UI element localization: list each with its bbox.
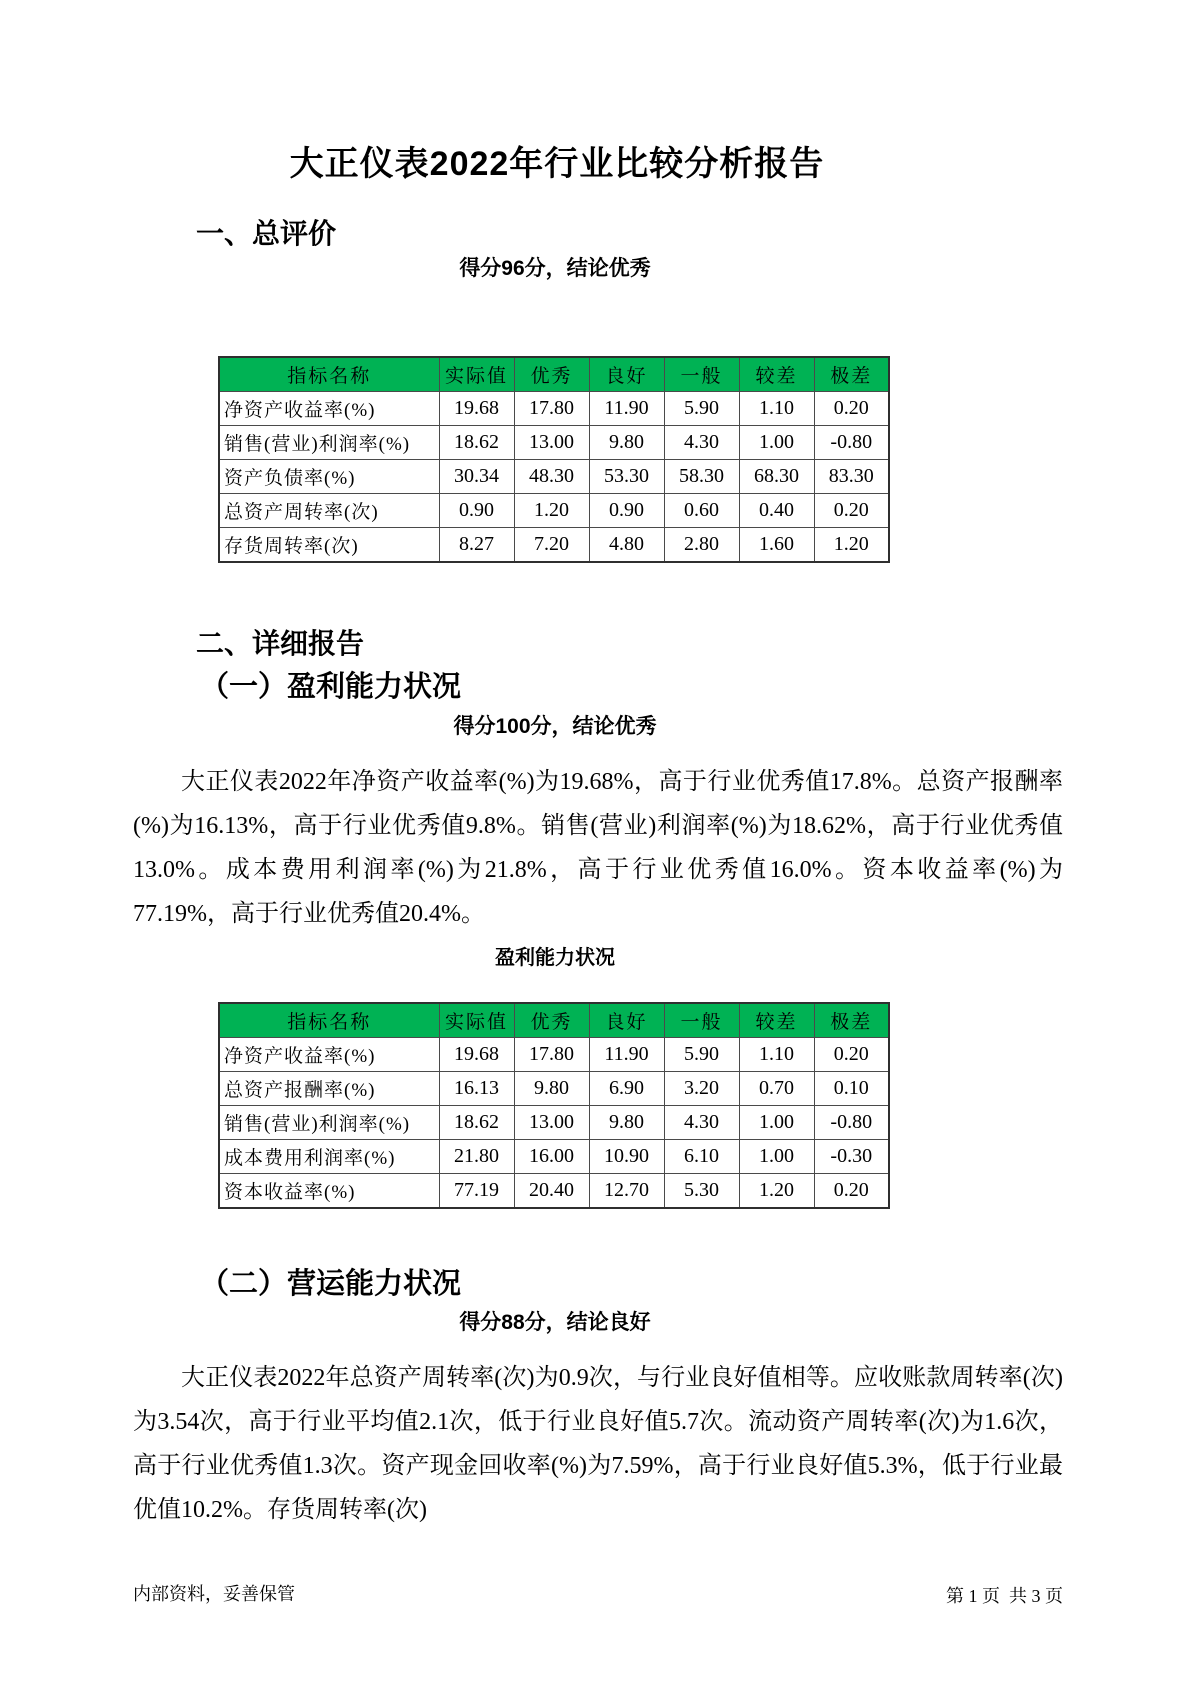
table-row: [219, 1072, 889, 1106]
table-row: [219, 392, 889, 426]
table-cell: 0.20: [814, 392, 889, 426]
table-cell: 19.68: [439, 1038, 514, 1072]
column-header: 极差: [814, 1003, 889, 1038]
table-cell: 1.60: [739, 528, 814, 563]
profitability-paragraph: 大正仪表2022年净资产收益率(%)为19.68%，高于行业优秀值17.8%。总资产报酬率(%)为16.13%，高于行业优秀值9.8%。销售(营业)利润率(%)为18.62%，高于行业优秀值13.0%。成本费用利润率(%)为21.8%，高于行业优秀值16.0%。资本收益率(%)为77.19%，高于行业优秀值20.4%。: [133, 769, 1063, 927]
table-cell: 5.90: [664, 1038, 739, 1072]
overall-evaluation-table: [218, 356, 890, 563]
section-profitability-score: 得分100分，结论优秀: [453, 715, 657, 738]
profitability-table: [218, 1002, 890, 1209]
table-cell: 17.80: [514, 1038, 589, 1072]
column-header: 指标名称: [219, 1003, 439, 1038]
table-row: [219, 460, 889, 494]
table-cell: 0.60: [664, 494, 739, 528]
column-header: 一般: [664, 357, 739, 392]
page-title: 大正仪表2022年行业比较分析报告: [289, 145, 825, 183]
table-cell: 3.20: [664, 1072, 739, 1106]
column-header: 较差: [739, 1003, 814, 1038]
table-cell: 1.20: [814, 528, 889, 563]
table-cell: 13.00: [514, 426, 589, 460]
table-cell: 9.80: [514, 1072, 589, 1106]
table-row: [219, 1140, 889, 1174]
table-cell: 53.30: [589, 460, 664, 494]
table-cell: -0.80: [814, 1106, 889, 1140]
table-cell: 16.00: [514, 1140, 589, 1174]
column-header: 实际值: [439, 1003, 514, 1038]
table-cell: 0.90: [589, 494, 664, 528]
table-cell: 1.00: [739, 1140, 814, 1174]
row-label: 净资产收益率(%): [219, 1038, 439, 1072]
table-cell: 9.80: [589, 426, 664, 460]
table-cell: 58.30: [664, 460, 739, 494]
table-cell: 11.90: [589, 392, 664, 426]
table-cell: 0.90: [439, 494, 514, 528]
row-label: 成本费用利润率(%): [219, 1140, 439, 1174]
section-operating-heading: （二）营运能力状况: [200, 1268, 462, 1300]
footer-page-number: 第 1 页 共 3 页: [946, 1586, 1063, 1606]
table-cell: 0.40: [739, 494, 814, 528]
table-cell: 4.30: [664, 1106, 739, 1140]
section-overall-heading: 一、总评价: [196, 218, 337, 249]
table-row: [219, 1106, 889, 1140]
table-cell: 68.30: [739, 460, 814, 494]
row-label: 资本收益率(%): [219, 1174, 439, 1209]
row-label: 存货周转率(次): [219, 528, 439, 563]
table-cell: 0.20: [814, 1038, 889, 1072]
section-operating-score: 得分88分，结论良好: [459, 1311, 651, 1334]
table-cell: 83.30: [814, 460, 889, 494]
table-cell: 0.10: [814, 1072, 889, 1106]
row-label: 销售(营业)利润率(%): [219, 1106, 439, 1140]
row-label: 总资产报酬率(%): [219, 1072, 439, 1106]
operating-paragraph: 大正仪表2022年总资产周转率(次)为0.9次，与行业良好值相等。应收账款周转率(次)为3.54次，高于行业平均值2.1次，低于行业良好值5.7次。流动资产周转率(次)为1.6次，高于行业优秀值1.3次。资产现金回收率(%)为7.59%，高于行业良好值5.3%，低于行业最优值10.2%。存货周转率(次): [133, 1365, 1063, 1523]
table-row: [219, 426, 889, 460]
section-overall-score: 得分96分，结论优秀: [459, 257, 651, 280]
table-row: [219, 1174, 889, 1209]
table-cell: -0.30: [814, 1140, 889, 1174]
table-cell: 18.62: [439, 1106, 514, 1140]
table-cell: 12.70: [589, 1174, 664, 1209]
table-cell: 1.20: [514, 494, 589, 528]
table-cell: 1.10: [739, 392, 814, 426]
table-row: [219, 1038, 889, 1072]
table-cell: 8.27: [439, 528, 514, 563]
column-header: 极差: [814, 357, 889, 392]
table-cell: 5.90: [664, 392, 739, 426]
table-cell: 6.90: [589, 1072, 664, 1106]
table-cell: 4.30: [664, 426, 739, 460]
table-cell: 1.10: [739, 1038, 814, 1072]
table-cell: 10.90: [589, 1140, 664, 1174]
column-header: 指标名称: [219, 357, 439, 392]
table-cell: 1.00: [739, 1106, 814, 1140]
table-cell: 0.20: [814, 494, 889, 528]
table-cell: 30.34: [439, 460, 514, 494]
column-header: 实际值: [439, 357, 514, 392]
table-cell: 16.13: [439, 1072, 514, 1106]
column-header: 较差: [739, 357, 814, 392]
table-row: [219, 528, 889, 563]
table-cell: 17.80: [514, 392, 589, 426]
table-cell: 11.90: [589, 1038, 664, 1072]
row-label: 总资产周转率(次): [219, 494, 439, 528]
table-header-row: [219, 357, 889, 392]
section-profitability-heading: （一）盈利能力状况: [200, 671, 462, 703]
table-header-row: [219, 1003, 889, 1038]
row-label: 销售(营业)利润率(%): [219, 426, 439, 460]
table-cell: 2.80: [664, 528, 739, 563]
table-row: [219, 494, 889, 528]
footer-confidential-note: 内部资料，妥善保管: [133, 1584, 295, 1604]
table-cell: 77.19: [439, 1174, 514, 1209]
profitability-table-title: 盈利能力状况: [495, 947, 615, 969]
table-cell: 0.20: [814, 1174, 889, 1209]
column-header: 一般: [664, 1003, 739, 1038]
table-cell: 1.20: [739, 1174, 814, 1209]
table-cell: 7.20: [514, 528, 589, 563]
column-header: 优秀: [514, 357, 589, 392]
section-detail-heading: 二、详细报告: [196, 628, 365, 659]
table-cell: 18.62: [439, 426, 514, 460]
table-cell: 4.80: [589, 528, 664, 563]
table-cell: 5.30: [664, 1174, 739, 1209]
table-cell: 48.30: [514, 460, 589, 494]
row-label: 净资产收益率(%): [219, 392, 439, 426]
table-cell: 20.40: [514, 1174, 589, 1209]
table-cell: 0.70: [739, 1072, 814, 1106]
table-cell: -0.80: [814, 426, 889, 460]
table-cell: 1.00: [739, 426, 814, 460]
table-cell: 21.80: [439, 1140, 514, 1174]
column-header: 优秀: [514, 1003, 589, 1038]
column-header: 良好: [589, 357, 664, 392]
table-cell: 19.68: [439, 392, 514, 426]
column-header: 良好: [589, 1003, 664, 1038]
table-cell: 9.80: [589, 1106, 664, 1140]
table-cell: 6.10: [664, 1140, 739, 1174]
row-label: 资产负债率(%): [219, 460, 439, 494]
table-cell: 13.00: [514, 1106, 589, 1140]
